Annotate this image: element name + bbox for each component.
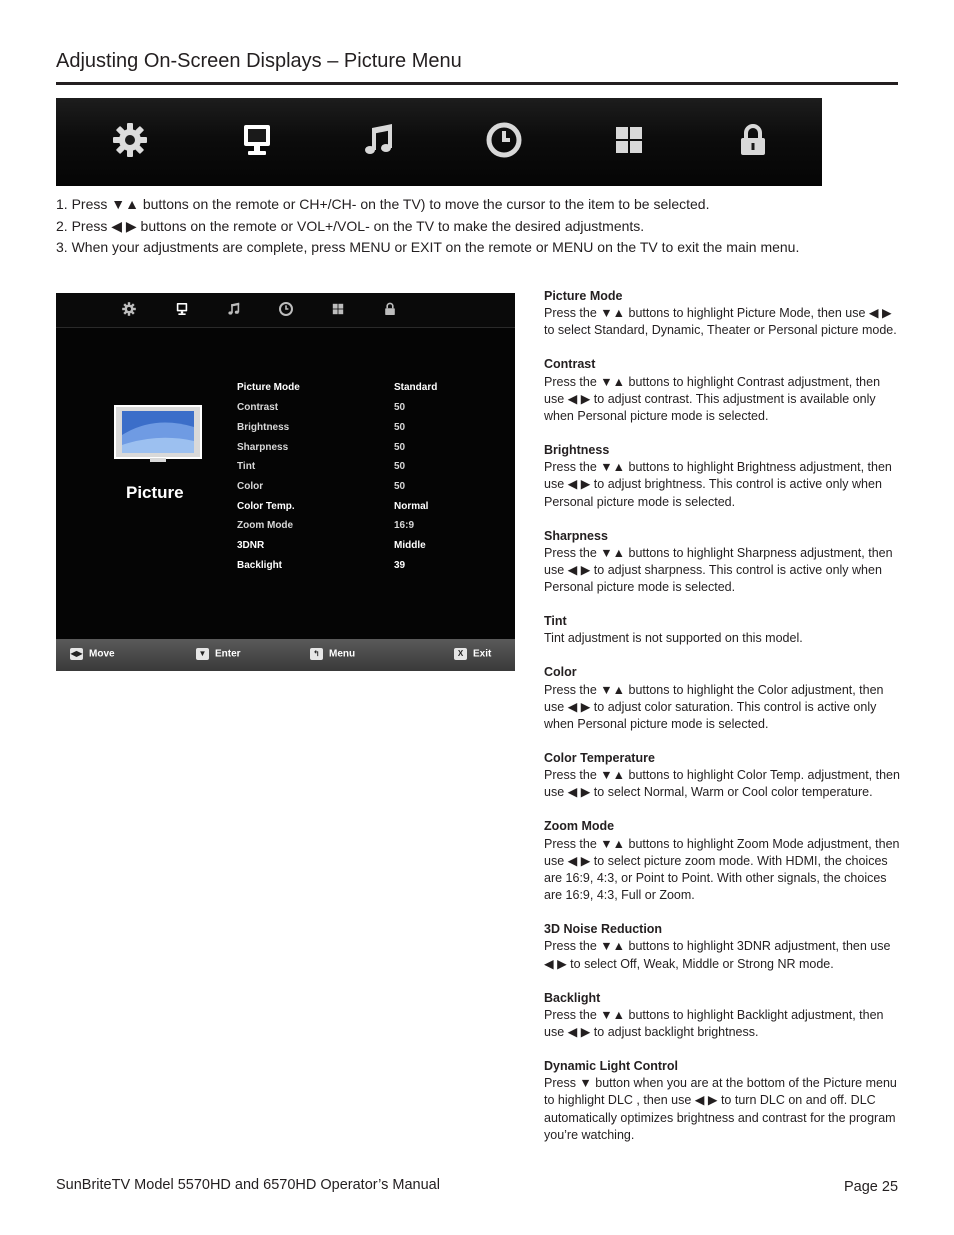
grid-icon [330,301,346,317]
footer-menu [310,648,355,660]
desc-text: Press the ▼▲ buttons to highlight Backlight adjustment, then use ◀ ▶ to adjust backlight brightness. [544,1007,884,1040]
menu-row-sharpness[interactable] [237,442,507,460]
title-rule [56,82,898,85]
menu-row-brightness[interactable] [237,422,507,440]
clock-icon [484,120,524,160]
clock-icon [278,301,294,317]
desc-text: Press the ▼▲ buttons to highlight Zoom Mode adjustment, then use ◀ ▶ to select picture zoom mode. With HDMI, the choices are 16:9, 4:3, or Point to Point. With other signals, the choices are 16:9, 4:3, Full or Zoom. [544,836,900,903]
music-note-icon [359,120,399,160]
desc-heading: Zoom Mode [544,819,615,834]
page-title: Adjusting On-Screen Displays – Picture Menu [56,50,462,72]
music-note-icon [226,301,242,317]
desc-3d-noise-reduction [544,921,900,973]
desc-color [544,664,900,733]
tv-picture-menu-screen [56,293,515,671]
desc-contrast [544,356,900,425]
menu-row-label: Contrast [237,402,279,413]
desc-text: Press the ▼▲ buttons to highlight 3DNR adjustment, then use ◀ ▶ to select Off, Weak, Middle or Strong NR mode. [544,939,891,971]
picture-monitor-icon [114,405,202,465]
step-3: 3. When your adjustments are complete, press MENU or EXIT on the remote or MENU on the TV to exit the main menu. [56,239,800,255]
desc-heading: Contrast [544,357,596,372]
menu-row-zoom-mode[interactable] [237,520,507,538]
menu-row-color[interactable] [237,481,507,499]
desc-text: Press the ▼▲ buttons to highlight Brightness adjustment, then use ◀ ▶ to adjust brightness. This control is active only when Personal picture mode is selected. [544,460,892,509]
desc-text: Press the ▼▲ buttons to highlight Contrast adjustment, then use ◀ ▶ to adjust contrast. This adjustment is available only when Personal picture mode is selected. [544,374,881,424]
menu-row-label: Color Temp. [237,501,295,512]
exit-key-icon: X [454,648,467,660]
menu-row-label: Color [237,481,264,492]
menu-row-label: Sharpness [237,442,289,453]
footer-exit [454,648,491,660]
menu-row-value: 50 [394,481,406,492]
grid-icon [609,120,649,160]
left-right-arrows-icon: ◀▶ [70,649,83,658]
setting-descriptions [544,288,900,1161]
instruction-steps [56,194,799,259]
menu-row-value: Normal [394,501,429,512]
monitor-icon [174,301,190,317]
menu-row-value: 50 [394,461,406,472]
desc-text: Press the ▼▲ buttons to highlight the Color adjustment, then use ◀ ▶ to adjust color saturation. This control is active only when Personal picture mode is selected. [544,682,884,732]
gear-icon [121,301,137,317]
footer-exit-label: Exit [473,648,492,660]
menu-row-label: Picture Mode [237,382,300,393]
return-arrow-icon: ↰ [310,648,323,660]
footer-menu-label: Menu [329,648,356,660]
menu-row-label: Zoom Mode [237,520,294,531]
manual-footer-title: SunBriteTV Model 5570HD and 6570HD Operator’s Manual [56,1177,440,1193]
footer-move-label: Move [89,648,115,660]
desc-picture-mode [544,288,900,340]
desc-text: Press the ▼▲ buttons to highlight Picture Mode, then use ◀ ▶ to select Standard, Dynamic, Theater or Personal picture mode. [544,306,897,338]
menu-row-value: Middle [394,540,426,551]
desc-zoom-mode [544,818,900,904]
desc-tint [544,613,900,647]
picture-menu-heading: Picture [126,483,184,502]
page-number: Page 25 [844,1179,899,1195]
desc-heading: Picture Mode [544,289,623,303]
menu-row-contrast[interactable] [237,402,507,420]
menu-row-3dnr[interactable] [237,540,507,558]
tv-menu-footer [56,639,515,671]
step-2: 2. Press ◀ ▶ buttons on the remote or VOL+/VOL- on the TV to make the desired adjustments. [56,217,645,234]
desc-text: Press the ▼▲ buttons to highlight Sharpness adjustment, then use ◀ ▶ to adjust sharpness. This control is active only when Personal picture mode is selected. [544,545,893,595]
gear-icon [110,120,150,160]
desc-heading: Backlight [544,990,601,1005]
menu-row-value: 39 [394,560,406,571]
lock-icon [382,301,398,317]
desc-brightness [544,442,900,511]
footer-enter [196,648,241,660]
menu-row-label: 3DNR [237,540,265,551]
desc-text: Tint adjustment is not supported on this model. [544,631,803,646]
desc-dynamic-light-control [544,1058,900,1144]
tv-menu-header [56,293,515,327]
desc-heading: Brightness [544,443,610,458]
desc-heading: Color Temperature [544,751,655,766]
menu-row-label: Brightness [237,422,290,433]
desc-color-temperature [544,750,900,802]
desc-heading: Sharpness [544,528,608,543]
monitor-icon [237,120,277,160]
menu-bar-image [56,98,822,186]
lock-icon [733,120,773,160]
menu-row-value: 50 [394,422,406,433]
menu-row-value: Standard [394,382,438,393]
desc-heading: Tint [544,614,567,629]
menu-row-picture-mode[interactable] [237,382,507,400]
menu-row-value: 50 [394,442,406,453]
menu-row-label: Tint [237,461,256,472]
desc-heading: Color [544,665,577,680]
desc-heading: 3D Noise Reduction [544,922,663,937]
menu-row-label: Backlight [237,560,283,571]
menu-row-tint[interactable] [237,461,507,479]
menu-row-backlight[interactable] [237,560,507,578]
menu-row-color-temp[interactable] [237,501,507,519]
desc-heading: Dynamic Light Control [544,1059,679,1074]
desc-backlight [544,990,900,1042]
down-arrow-icon: ▼ [196,648,209,660]
desc-sharpness [544,528,900,597]
header-divider [56,327,515,328]
menu-row-value: 16:9 [394,520,415,531]
step-1: 1. Press ▼▲ buttons on the remote or CH+/CH- on the TV) to move the cursor to the item to be selected. [56,196,710,212]
desc-text: Press ▼ button when you are at the bottom of the Picture menu to highlight DLC , then use ◀ ▶ to turn DLC on and off. DLC automatically optimizes brightness and contrast for the program you’re watching. [544,1076,897,1142]
footer-enter-label: Enter [215,648,241,660]
footer-move [70,648,115,660]
menu-row-value: 50 [394,402,406,413]
desc-text: Press the ▼▲ buttons to highlight Color Temp. adjustment, then use ◀ ▶ to select Normal, Warm or Cool color temperature. [544,768,900,800]
